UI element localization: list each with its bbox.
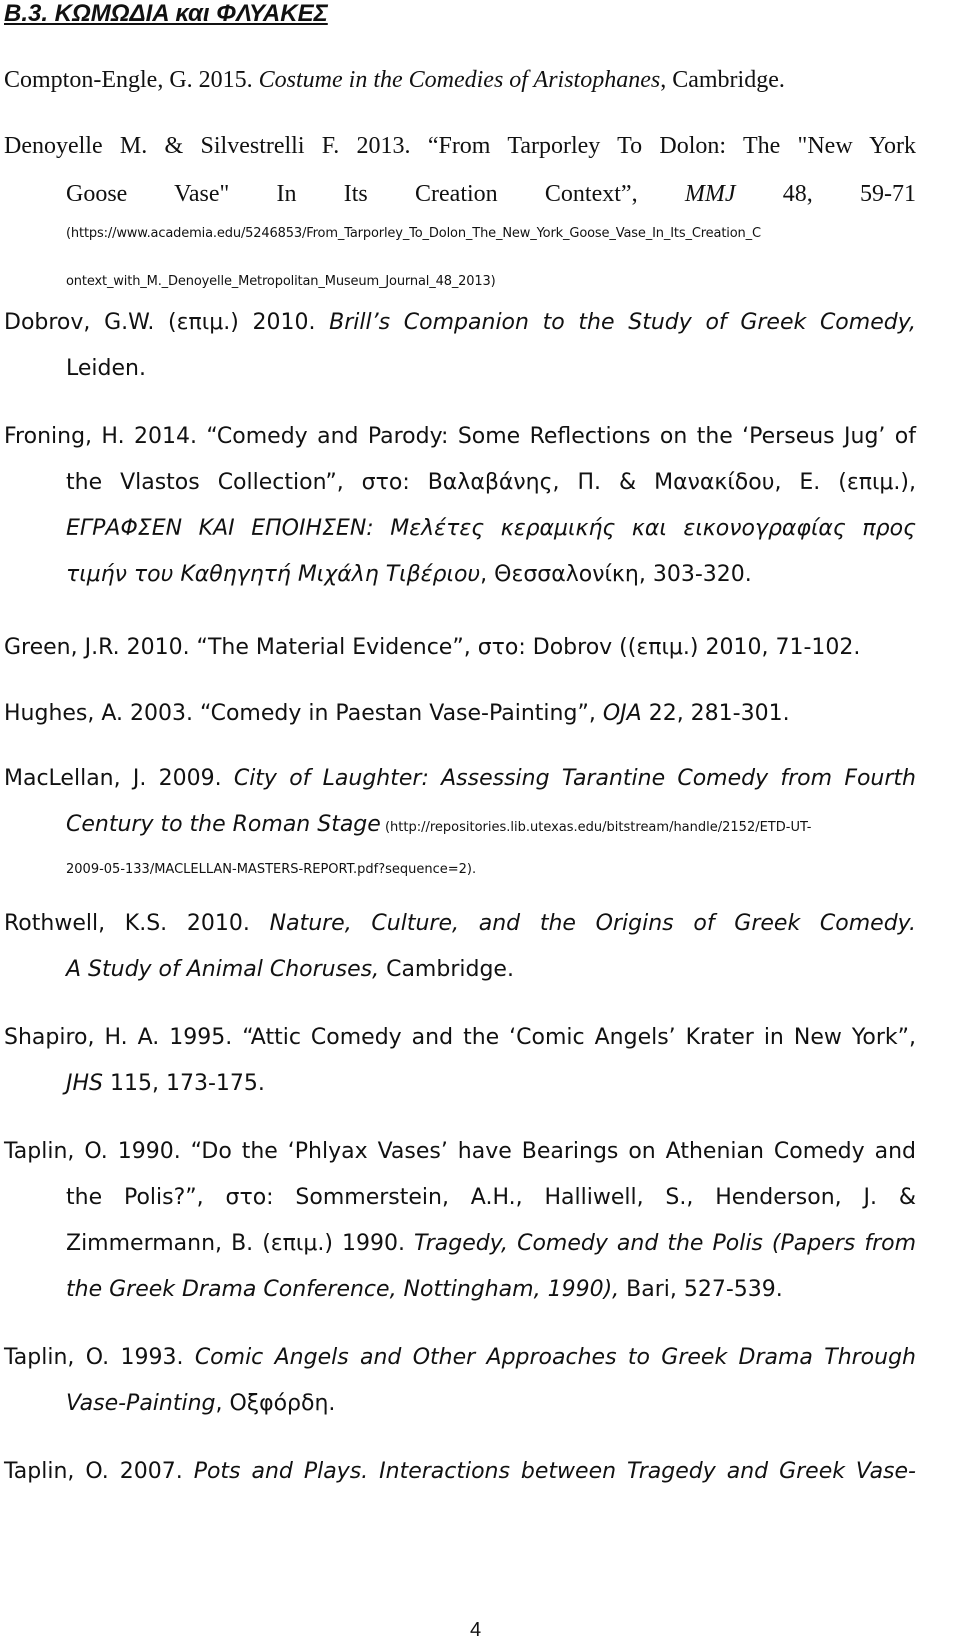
reference-taplin-2007: Taplin, O. 2007. Pots and Plays. Interactions between Tragedy and Greek Vase- (4, 1459, 916, 1484)
reference-taplin-1993: Taplin, O. 1993. Comic Angels and Other Approaches to Greek Drama Through Vase-Painting, Οξφόρδη. (4, 1345, 916, 1416)
section-heading: Β.3. ΚΩΜΩΔΙΑ και ΦΛΥΑΚΕΣ (4, 0, 328, 27)
book-title: A Study of Animal Choruses, (66, 957, 380, 982)
reference-denoyelle-url (66, 210, 916, 306)
book-title: Pots and Plays. Interactions between Tragedy and Greek Vase- (193, 1459, 916, 1484)
book-title: Tragedy, Comedy and the Polis (Papers from (414, 1231, 916, 1256)
reference-rothwell: Rothwell, K.S. 2010. Nature, Culture, and the Origins of Greek Comedy. A Study of Animal Choruses, Cambridge. (4, 911, 916, 982)
reference-froning: Froning, H. 2014. “Comedy and Parody: Some Reflections on the ‘Perseus Jug’ of the Vlastos Collection”, στο: Βαλαβάνης, Π. & Μανακίδου, Ε. (επιμ.), ΕΓΡΑΦΣΕΝ ΚΑΙ ΕΠΟΙΗΣΕΝ: Μελέτες κεραμικής και εικονογραφίας προς τιμήν του Καθηγητή Μιχάλη Τιβέριου, Θεσσαλονίκη, 303-320. (4, 424, 916, 587)
reference-green: Green, J.R. 2010. “The Material Evidence”, στο: Dobrov ((επιμ.) 2010, 71-102. (4, 635, 861, 660)
journal-title: JHS (66, 1071, 103, 1096)
journal-title: OJA (602, 701, 642, 726)
url-line: ontext_with_M._Denoyelle_Metropolitan_Museum_Journal_48_2013) (66, 274, 496, 289)
book-title: ΕΓΡΑΦΣΕΝ ΚΑΙ ΕΠΟΙΗΣΕΝ: Μελέτες κεραμικής και εικονογραφίας προς (66, 516, 916, 541)
book-title: τιμήν του Καθηγητή Μιχάλη Τιβέριου (66, 562, 481, 587)
book-title: Vase-Painting (66, 1391, 216, 1416)
reference-shapiro: Shapiro, H. A. 1995. “Attic Comedy and the ‘Comic Angels’ Krater in New York”, JHS 115, 173-175. (4, 1025, 916, 1096)
url-line: 2009-05-133/MACLELLAN-MASTERS-REPORT.pdf?sequence=2). (66, 862, 477, 877)
book-title: Brill’s Companion to the Study of Greek Comedy, (329, 310, 916, 335)
book-title: City of Laughter: Assessing Tarantine Comedy from Fourth (233, 766, 916, 791)
reference-compton-engle: Compton-Engle, G. 2015. Costume in the Comedies of Aristophanes, Cambridge. (4, 67, 785, 93)
url-line: (https://www.academia.edu/5246853/From_Tarporley_To_Dolon_The_New_York_Goose_Vase_In_Its_Creation_C (66, 226, 761, 241)
reference-taplin-1990: Taplin, O. 1990. “Do the ‘Phlyax Vases’ have Bearings on Athenian Comedy and the Polis?”, στο: Sommerstein, A.H., Halliwell, S., Henderson, J. & Zimmermann, B. (επιμ.) 1990. Tragedy, Comedy and the Polis (Papers from the Greek Drama Conference, Nottingham, 1990), Bari, 527-539. (4, 1139, 916, 1302)
page-number: 4 (470, 1619, 482, 1641)
book-title: the Greek Drama Conference, Nottingham, 1990), (66, 1277, 620, 1302)
reference-maclellan: MacLellan, J. 2009. City of Laughter: Assessing Tarantine Comedy from Fourth Century to the Roman Stage (http://repositories.lib.utexas.edu/bitstream/handle/2152/ETD-UT- (4, 766, 916, 837)
book-title: Century to the Roman Stage (66, 812, 381, 837)
reference-maclellan-url (66, 846, 916, 894)
reference-denoyelle: Denoyelle M. & Silvestrelli F. 2013. “From Tarporley To Dolon: The "New York Goose Vase" In Its Creation Context”, MMJ 48, 59-71 (4, 133, 916, 207)
book-title: Comic Angels and Other Approaches to Greek Drama Through (194, 1345, 916, 1370)
reference-dobrov: Dobrov, G.W. (επιμ.) 2010. Brill’s Companion to the Study of Greek Comedy, Leiden. (4, 310, 916, 381)
journal-title: MMJ (684, 181, 736, 207)
book-title: Costume in the Comedies of Aristophanes (258, 67, 661, 93)
book-title: Nature, Culture, and the Origins of Greek Comedy. (269, 911, 916, 936)
url-text: (http://repositories.lib.utexas.edu/bitstream/handle/2152/ETD-UT- (380, 820, 812, 835)
reference-hughes: Hughes, A. 2003. “Comedy in Paestan Vase-Painting”, OJA 22, 281-301. (4, 701, 790, 726)
